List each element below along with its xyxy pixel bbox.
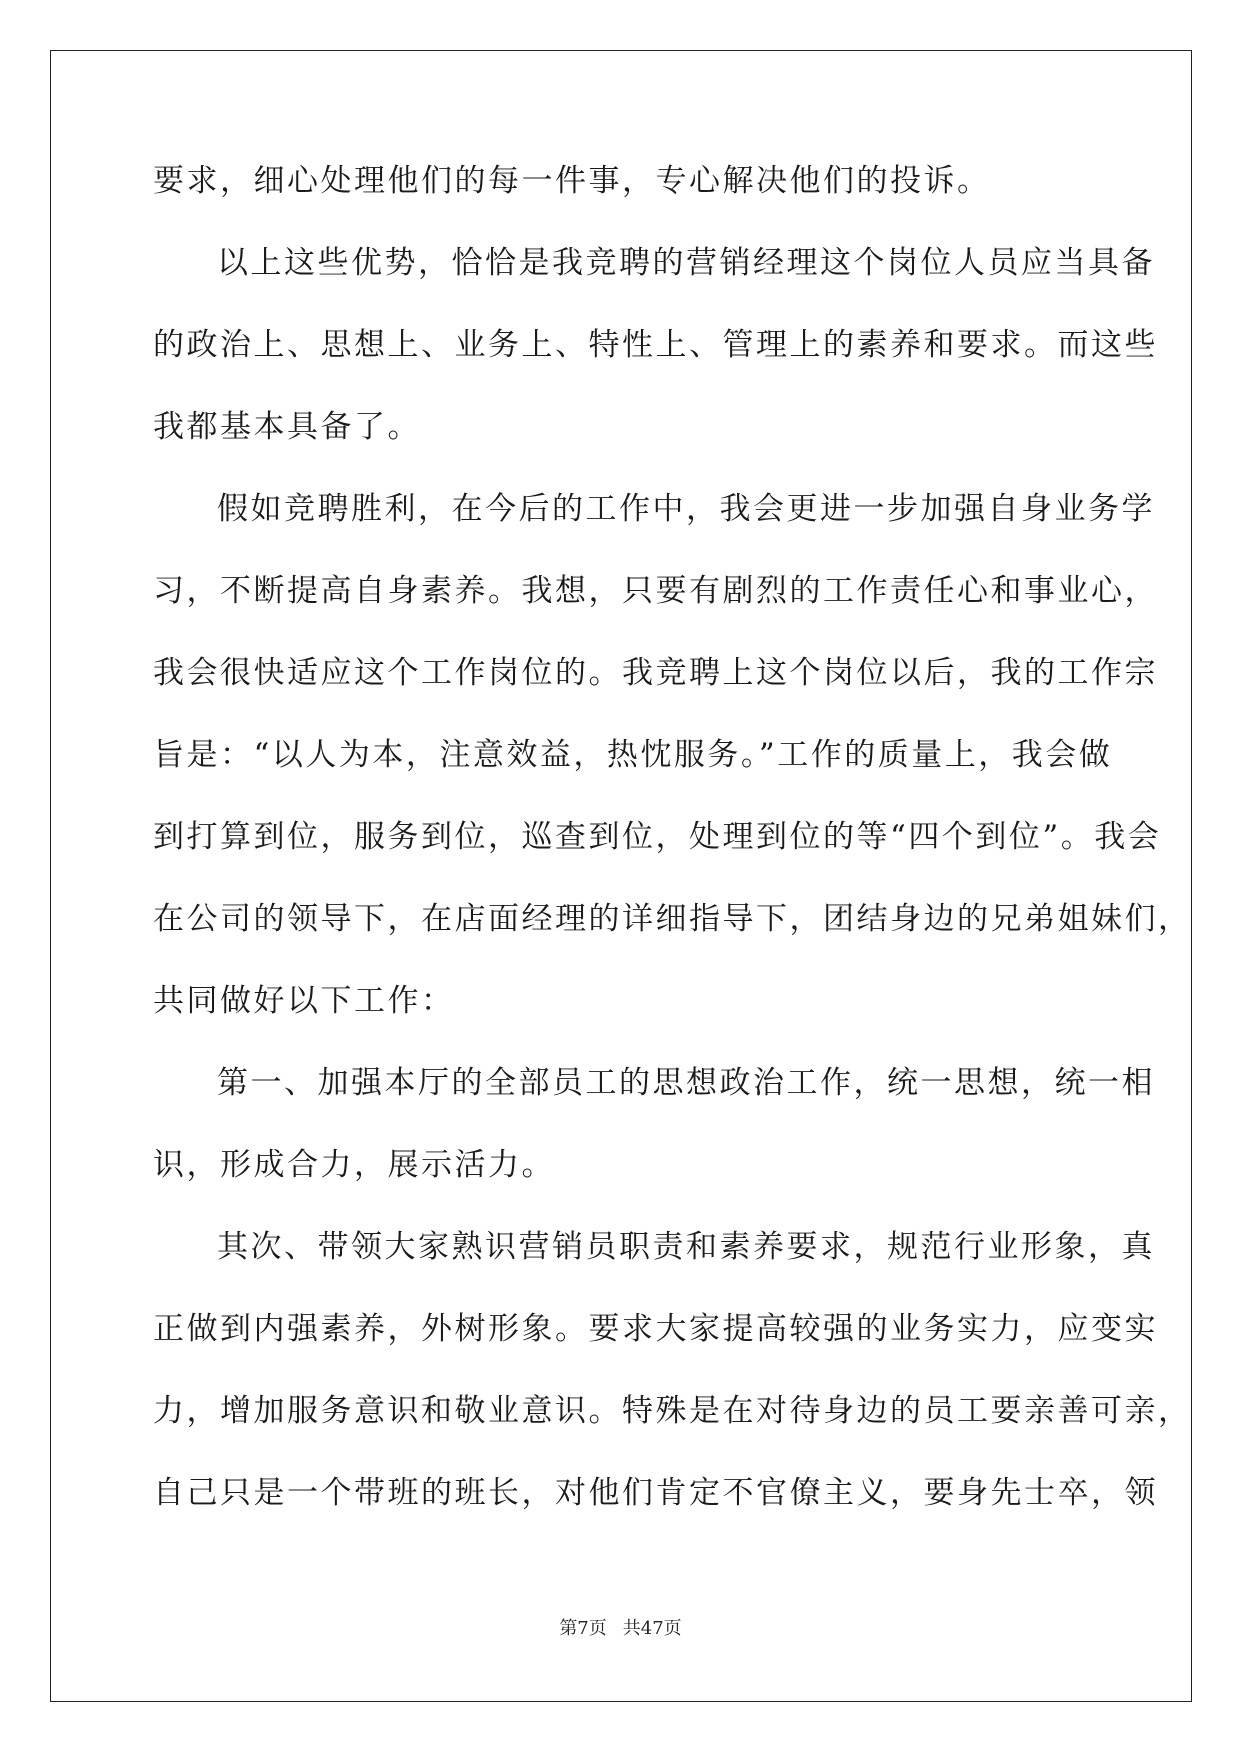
text-line: 共同做好以下工作： [153,983,455,1019]
text-line: 我都基本具备了。 [153,409,421,445]
text-line: 旨是：“以人为本，注意效益，热忱服务。”工作的质量上，我会做 [153,737,1113,773]
text-line: 在公司的领导下，在店面经理的详细指导下，团结身边的兄弟姐妹们， [153,901,1192,937]
text-line: 以上这些优势，恰恰是我竞聘的营销经理这个岗位人员应当具备 [217,245,1155,281]
text-line: 到打算到位，服务到位，巡查到位，处理到位的等“四个到位”。我会 [153,819,1162,855]
document-body [153,160,1192,1554]
text-line: 习，不断提高自身素养。我想，只要有剧烈的工作责任心和事业心， [153,573,1158,609]
text-line: 的政治上、思想上、业务上、特性上、管理上的素养和要求。而这些 [153,327,1158,363]
current-page-label: 第7页 [559,1618,607,1639]
text-line: 我会很快适应这个工作岗位的。我竞聘上这个岗位以后，我的工作宗 [153,655,1158,691]
text-line: 自己只是一个带班的班长，对他们肯定不官僚主义，要身先士卒，领 [153,1475,1158,1511]
text-line: 第一、加强本厅的全部员工的思想政治工作，统一思想，统一相 [217,1065,1155,1101]
total-pages-label: 共47页 [622,1618,682,1639]
page-footer [0,1617,1241,1641]
text-line: 其次、带领大家熟识营销员职责和素养要求，规范行业形象，真 [217,1229,1155,1265]
text-line: 识，形成合力，展示活力。 [153,1147,555,1183]
text-line: 假如竞聘胜利，在今后的工作中，我会更进一步加强自身业务学 [217,491,1155,527]
text-line: 要求，细心处理他们的每一件事，专心解决他们的投诉。 [153,163,991,199]
text-line: 正做到内强素养，外树形象。要求大家提高较强的业务实力，应变实 [153,1311,1158,1347]
text-line: 力，增加服务意识和敬业意识。特殊是在对待身边的员工要亲善可亲， [153,1393,1192,1429]
